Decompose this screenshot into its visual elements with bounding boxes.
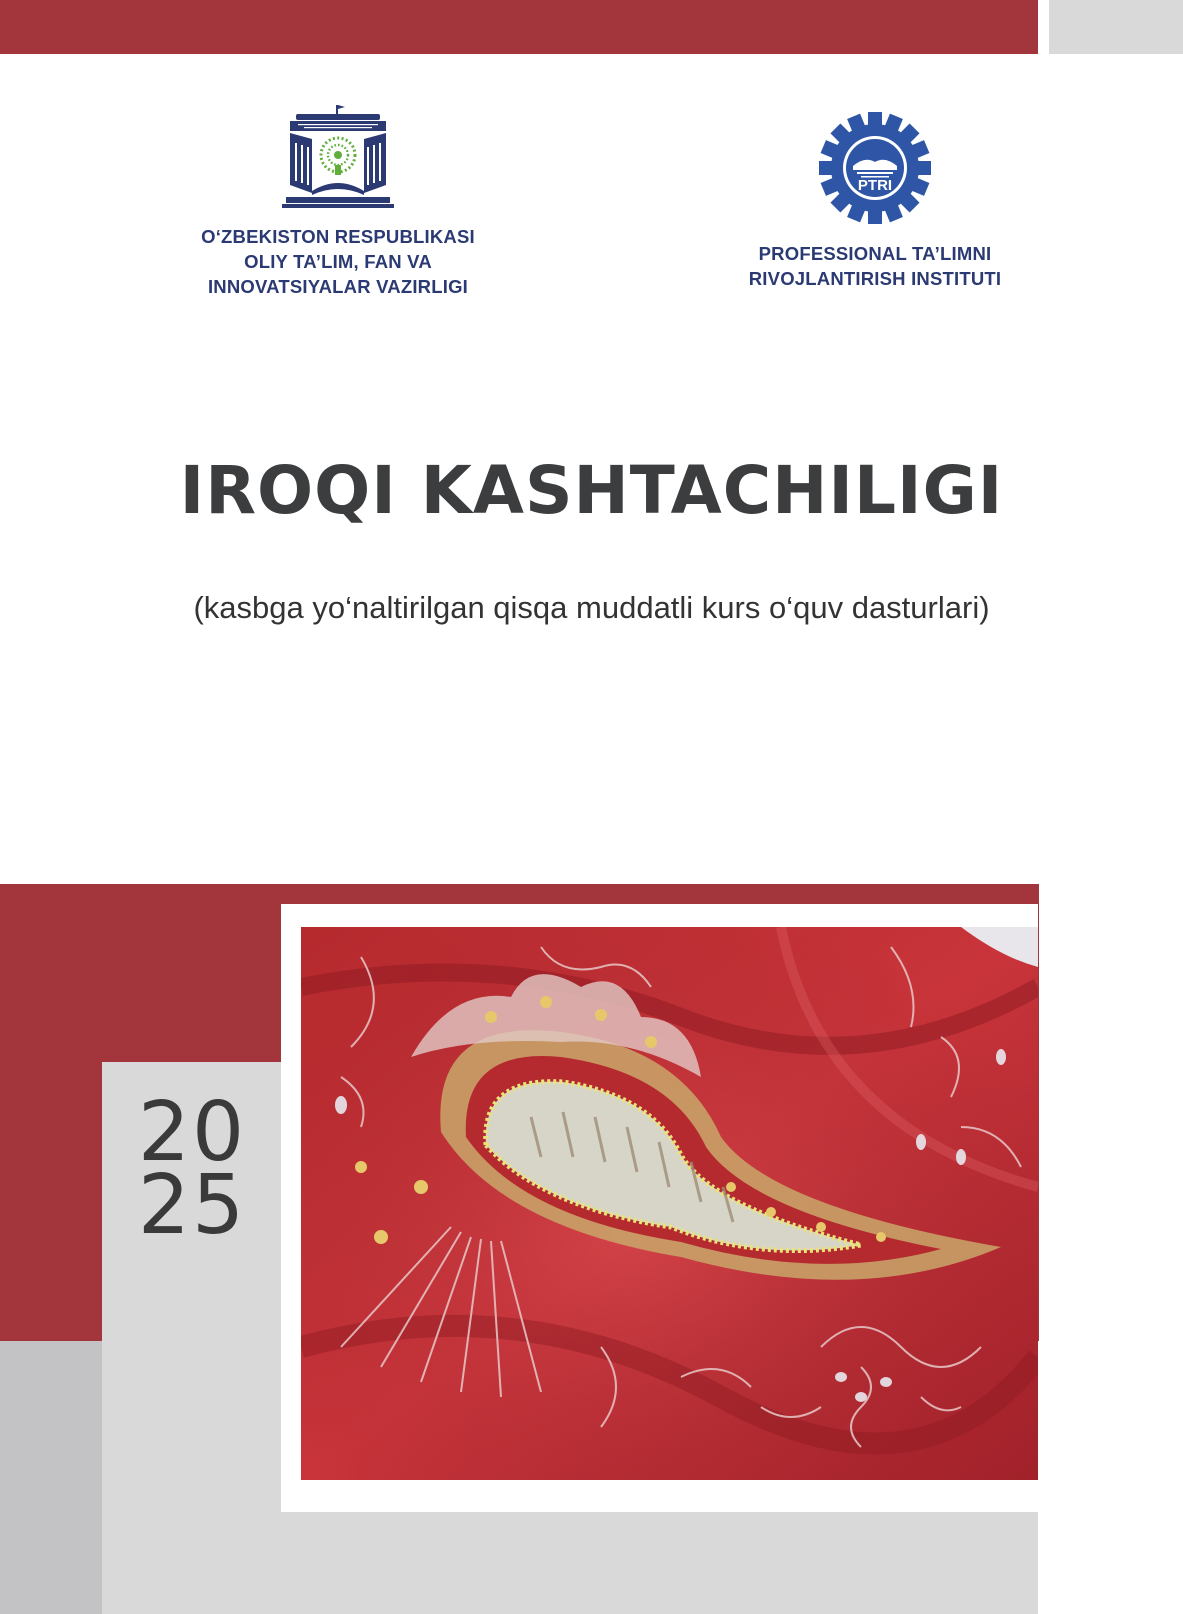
ptri-logo-text: PTRI [857,177,893,194]
ministry-name [178,224,498,299]
ministry-name-line-1: O‘ZBEKISTON RESPUBLIKASI [201,226,475,247]
ministry-name-line-3: INNOVATSIYALAR VAZIRLIGI [207,276,469,297]
embroidery-photo [301,927,1038,1480]
institute-name [723,241,1027,291]
left-gray-strip [0,1341,102,1614]
top-red-bar [0,0,1038,54]
institute-name-line-2: RIVOJLANTIRISH INSTITUTI [748,268,1002,289]
ptri-gear-logo-icon [813,112,937,224]
ministry-logo-icon [282,103,394,211]
year-first-half: 20 [137,1085,247,1180]
ministry-name-line-2: OLIY TA’LIM, FAN VA [244,251,432,272]
book-title: IROQI KASHTACHILIGI [179,452,1004,529]
institute-name-line-1: PROFESSIONAL TA’LIMNI [758,243,992,264]
year-second-half: 25 [137,1158,247,1253]
top-gray-bar [1049,0,1183,54]
book-subtitle: (kasbga yo‘naltirilgan qisqa muddatli kurs o‘quv dasturlari) [193,590,990,625]
